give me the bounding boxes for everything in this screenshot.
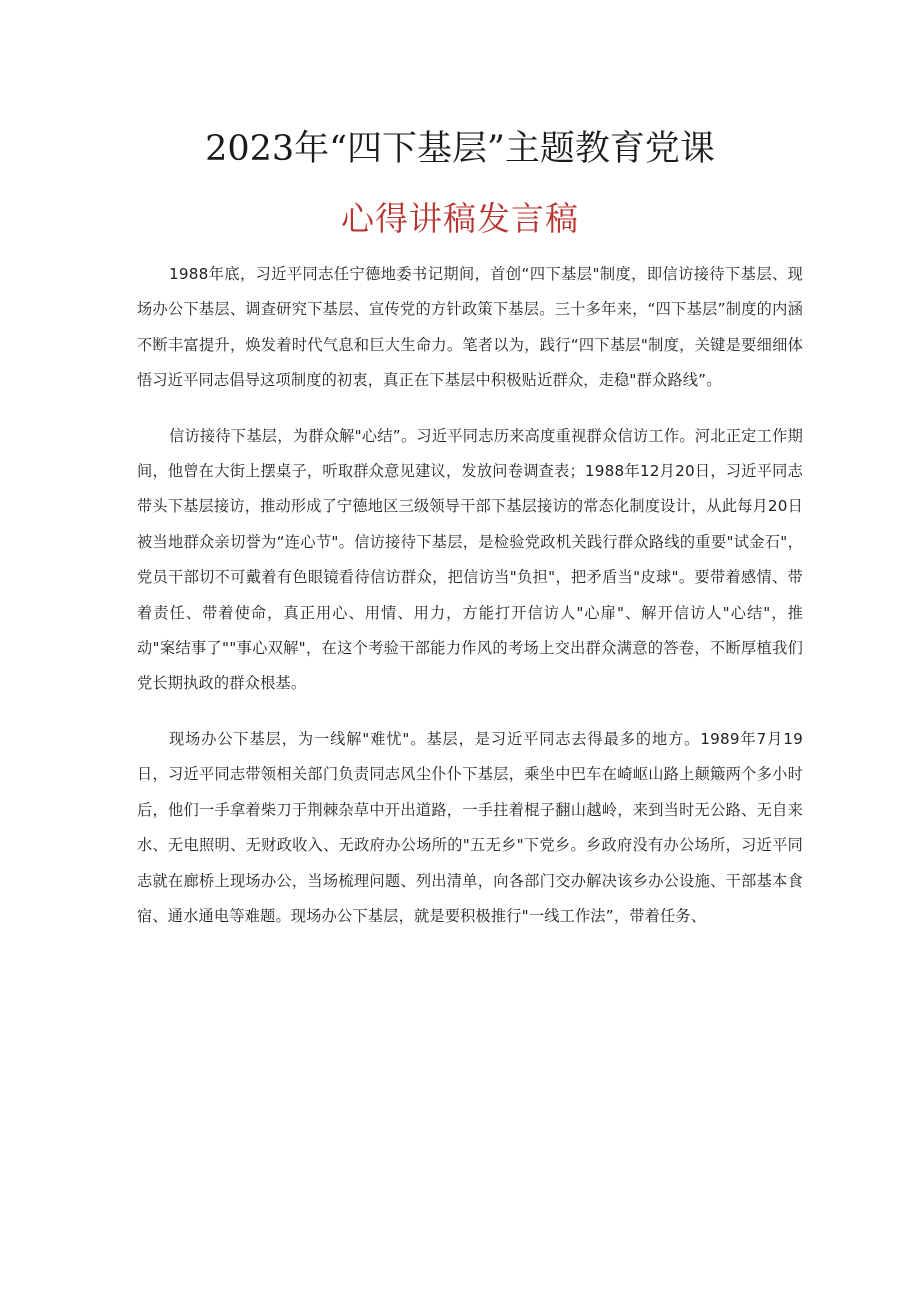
document-body <box>137 257 803 934</box>
document-subtitle: 心得讲稿发言稿 <box>341 199 579 238</box>
paragraph-onsite-office: 现场办公下基层，为一线解"难忧"。基层，是习近平同志去得最多的地方。1989年7月19日，习近平同志带领相关部门负责同志风尘仆仆下基层，乘坐中巴车在崎岖山路上颠簸两个多小时后，他们一手拿着柴刀于荆棘杂草中开出道路，一手拄着棍子翻山越岭，来到当时无公路、无自来水、无电照明、无财政收入、无政府办公场所的"五无乡"下党乡。乡政府没有办公场所，习近平同志就在廊桥上现场办公，当场梳理问题、列出清单，向各部门交办解决该乡办公设施、干部基本食宿、通水通电等难题。现场办公下基层，就是要积极推行"一线工作法”，带着任务、 <box>137 729 803 925</box>
document-title: 2023年“四下基层”主题教育党课 <box>205 129 715 169</box>
paragraph-petition-reception: 信访接待下基层，为群众解"心结”。习近平同志历来高度重视群众信访工作。河北正定工作期间，他曾在大街上摆桌子，听取群众意见建议，发放问卷调查表；1988年12月20日，习近平同志带头下基层接访，推动形成了宁德地区三级领导干部下基层接访的常态化制度设计，从此每月20日被当地群众亲切誉为“连心节"。信访接待下基层，是检验党政机关践行群众路线的重要"试金石"，党员干部切不可戴着有色眼镜看待信访群众，把信访当"负担"，把矛盾当"皮球"。要带着感情、带着责任、带着使命，真正用心、用情、用力，方能打开信访人"心扉"、解开信访人"心结"，推动"案结事了""事心双解"，在这个考验干部能力作风的考场上交出群众满意的答卷，不断厚植我们党长期执政的群众根基。 <box>137 426 804 693</box>
paragraph-intro: 1988年底，习近平同志任宁德地委书记期间，首创“四下基层"制度，即信访接待下基层、现场办公下基层、调查研究下基层、宣传党的方针政策下基层。三十多年来，“四下基层”制度的内涵不断丰富提升，焕发着时代气息和巨大生命力。笔者以为，践行“四下基层"制度，关键是要细细体悟习近平同志倡导这项制度的初衷，真正在下基层中积极贴近群众，走稳"群众路线”。 <box>137 265 803 390</box>
